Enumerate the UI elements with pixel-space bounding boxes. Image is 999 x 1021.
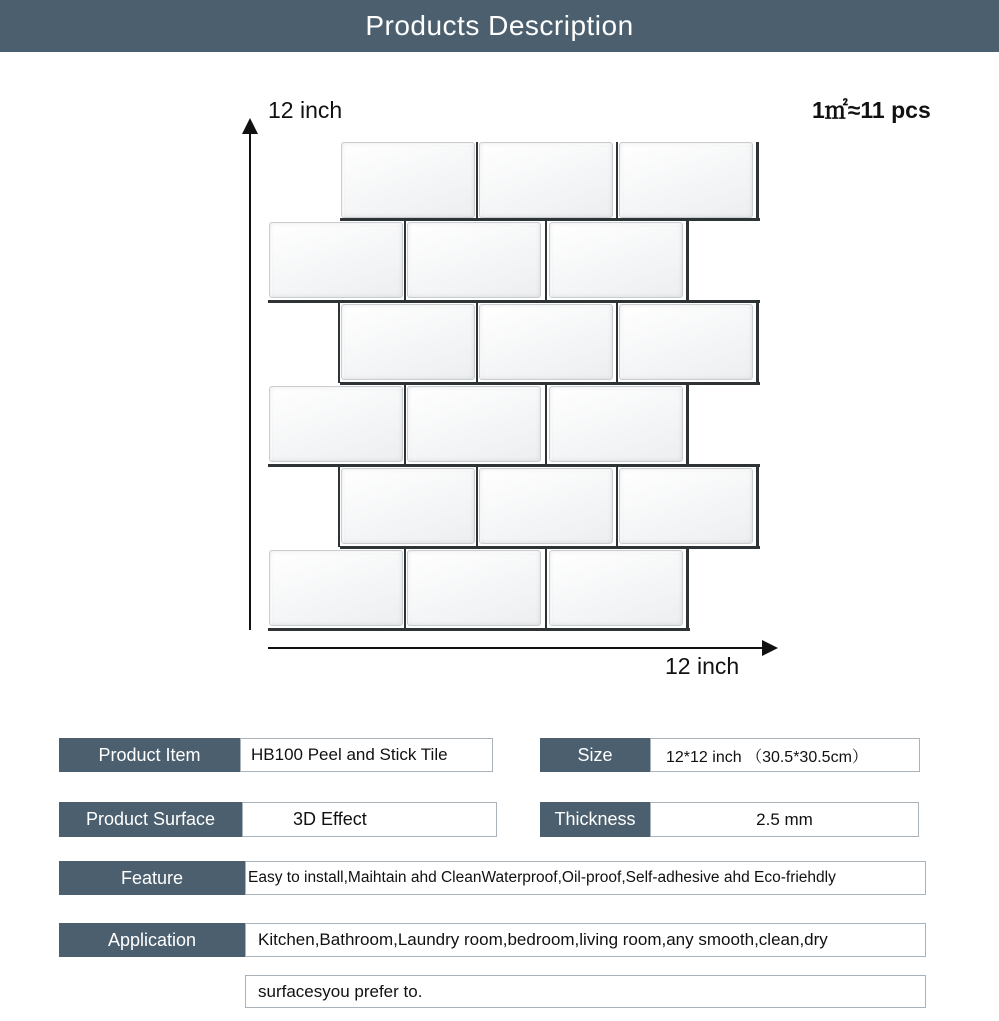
width-label: 12 inch [665, 653, 740, 679]
grout-line [338, 467, 340, 547]
grout-line [686, 385, 689, 467]
feature-label: Feature [59, 861, 245, 895]
tile [407, 222, 541, 298]
product-item-label: Product Item [59, 738, 240, 772]
grout-line [545, 385, 547, 465]
grout-line [404, 221, 406, 301]
grout-line [338, 303, 340, 383]
grout-line [404, 385, 406, 465]
grout-line [756, 467, 759, 549]
tile [341, 142, 475, 218]
grout-line [756, 303, 759, 385]
grout-line [476, 142, 478, 219]
product-surface-value: 3D Effect [242, 802, 497, 837]
product-item-value: HB100 Peel and Stick Tile [240, 738, 493, 772]
application-label: Application [59, 923, 245, 957]
tile [479, 304, 613, 380]
tile [619, 468, 753, 544]
tile [269, 550, 403, 626]
thickness-label: Thickness [540, 802, 650, 837]
grout-line [686, 221, 689, 303]
tile [407, 386, 541, 462]
product-surface-label: Product Surface [59, 802, 242, 837]
grout-line [545, 549, 547, 629]
feature-value: Easy to install,Maihtain ahd CleanWaterproof,Oil-proof,Self-adhesive ahd Eco-friehdly [245, 861, 926, 895]
grout-line [616, 467, 618, 547]
tile [407, 550, 541, 626]
size-label: Size [540, 738, 650, 772]
grout-line [545, 221, 547, 301]
tile [549, 550, 683, 626]
tile [619, 142, 753, 218]
grout-line [686, 549, 689, 631]
page-title: Products Description [365, 10, 634, 41]
grout-line [340, 218, 760, 221]
coverage-label: 1㎡≈11 pcs [812, 97, 931, 123]
grout-line [340, 546, 760, 549]
tile [341, 468, 475, 544]
application-value-line1: Kitchen,Bathroom,Laundry room,bedroom,living room,any smooth,clean,dry [245, 923, 926, 957]
grout-line [268, 628, 690, 631]
tile [479, 142, 613, 218]
size-value: 12*12 inch （30.5*30.5cm） [650, 738, 920, 772]
arrow-up-icon [242, 118, 258, 134]
thickness-value: 2.5 mm [650, 802, 919, 837]
grout-line [476, 303, 478, 383]
tile [479, 468, 613, 544]
tile [549, 222, 683, 298]
tile [269, 222, 403, 298]
grout-line [616, 142, 618, 219]
grout-line [616, 303, 618, 383]
grout-line [404, 549, 406, 629]
tile [549, 386, 683, 462]
tile [619, 304, 753, 380]
arrow-right-icon [762, 640, 778, 656]
tile [269, 386, 403, 462]
height-label: 12 inch [268, 97, 343, 123]
grout-line [476, 467, 478, 547]
tile [341, 304, 475, 380]
grout-line [756, 142, 759, 221]
application-value-line2: surfacesyou prefer to. [245, 975, 926, 1008]
grout-line [340, 382, 760, 385]
